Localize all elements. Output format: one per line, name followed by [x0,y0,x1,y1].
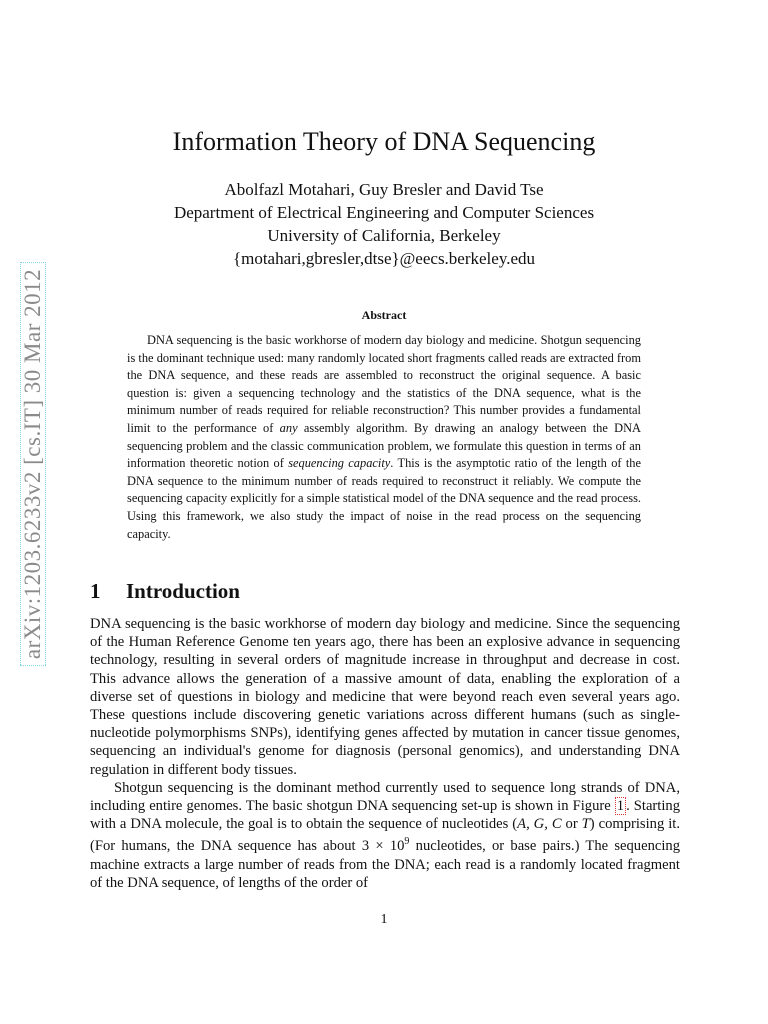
author-university: University of California, Berkeley [267,226,501,245]
exponent: 9 [404,836,410,848]
author-department: Department of Electrical Engineering and Computer Sciences [173,203,595,222]
abstract-heading: Abstract [361,308,407,322]
abstract-emphasis-any: any [279,420,298,435]
abstract-emphasis-sequencing-capacity: sequencing capacity [288,456,391,471]
paragraph-2-part-b: . Starting with a DNA molecule, the goal is to obtain the sequence of nucleotides ( [90,798,680,833]
paragraph-1: DNA sequencing is the basic workhorse of modern day biology and medicine. Since the sequencing of the Human Reference Genome ten years ago, there has been an explosive advance in sequencing technology, resulting in several orders of magnitude increase in throughput and decrease in cost. This advance allows the generation of a massive amount of data, enabling the exploration of a diverse set of questions in biology and medicine that were beyond reach even several years ago. These questions include discovering genetic variations across different humans (such as single-nucleotide polymorphisms SNPs), identifying genes affected by mutation in cancer tissue genomes, sequencing an individual's genome for diagnosis (personal genomics), and understanding DNA regulation in different body tissues. [90,616,680,778]
abstract-text-part-1: DNA sequencing is the basic workhorse of modern day biology and medicine. Shotgun sequencing is the dominant technique used: many randomly located short fragments called reads are extracted from the DNA sequence, and these reads are assembled to reconstruct the original sequence. A basic question is: given a sequencing technology and the statistics of the DNA sequence, what is the minimum number of reads required for reliable reconstruction? This number provides a fundamental limit to the performance of [127,333,641,435]
introduction-body [90,615,680,892]
figure-1-link[interactable]: 1 [616,798,625,815]
arxiv-identifier-text: arXiv:1203.6233v2 [cs.IT] 30 Mar 2012 [20,262,46,666]
paragraph-2-part-a: Shotgun sequencing is the dominant method currently used to sequence long strands of DNA, including entire genomes. The basic shotgun DNA sequencing set-up is shown in Figure [90,779,680,815]
paragraph-2 [90,779,680,892]
abstract-text-part-2: assembly algorithm. By drawing an analogy between the DNA sequencing problem and the classic communication problem, we formulate this question in terms of an information theoretic notion of [127,420,642,471]
paragraph-2-part-d: nucleotides, or base pairs.) The sequencing machine extracts a large number of reads from the DNA; each read is a randomly located fragment of the DNA sequence, of lengths of the order of [90,838,680,891]
nucleotide-t: T [581,816,590,833]
abstract-text-part-3: . This is the asymptotic ratio of the length of the DNA sequence to the minimum number of reads required to reconstruct it reliably. We compute the sequencing capacity explicitly for a simple statistical model of the DNA sequence and the read process. Using this framework, we also study the impact of noise in the read process on the sequencing capacity. [127,456,641,541]
section-number: 1 [90,579,101,603]
paragraph-2-part-c: ) comprising it. (For humans, the DNA sequence has about 3 × 10 [90,816,680,855]
paper-title: Information Theory of DNA Sequencing [172,127,596,156]
author-block [0,178,768,270]
abstract-text [127,332,641,543]
section-heading [90,579,240,604]
section-title: Introduction [126,579,240,603]
author-names: Abolfazl Motahari, Guy Bresler and David Tse [224,180,544,199]
nucleotide-list: A, G, C [517,816,562,833]
page-number: 1 [380,912,388,927]
paragraph-2-or: or [561,816,582,833]
author-email: {motahari,gbresler,dtse}@eecs.berkeley.edu [232,249,536,268]
